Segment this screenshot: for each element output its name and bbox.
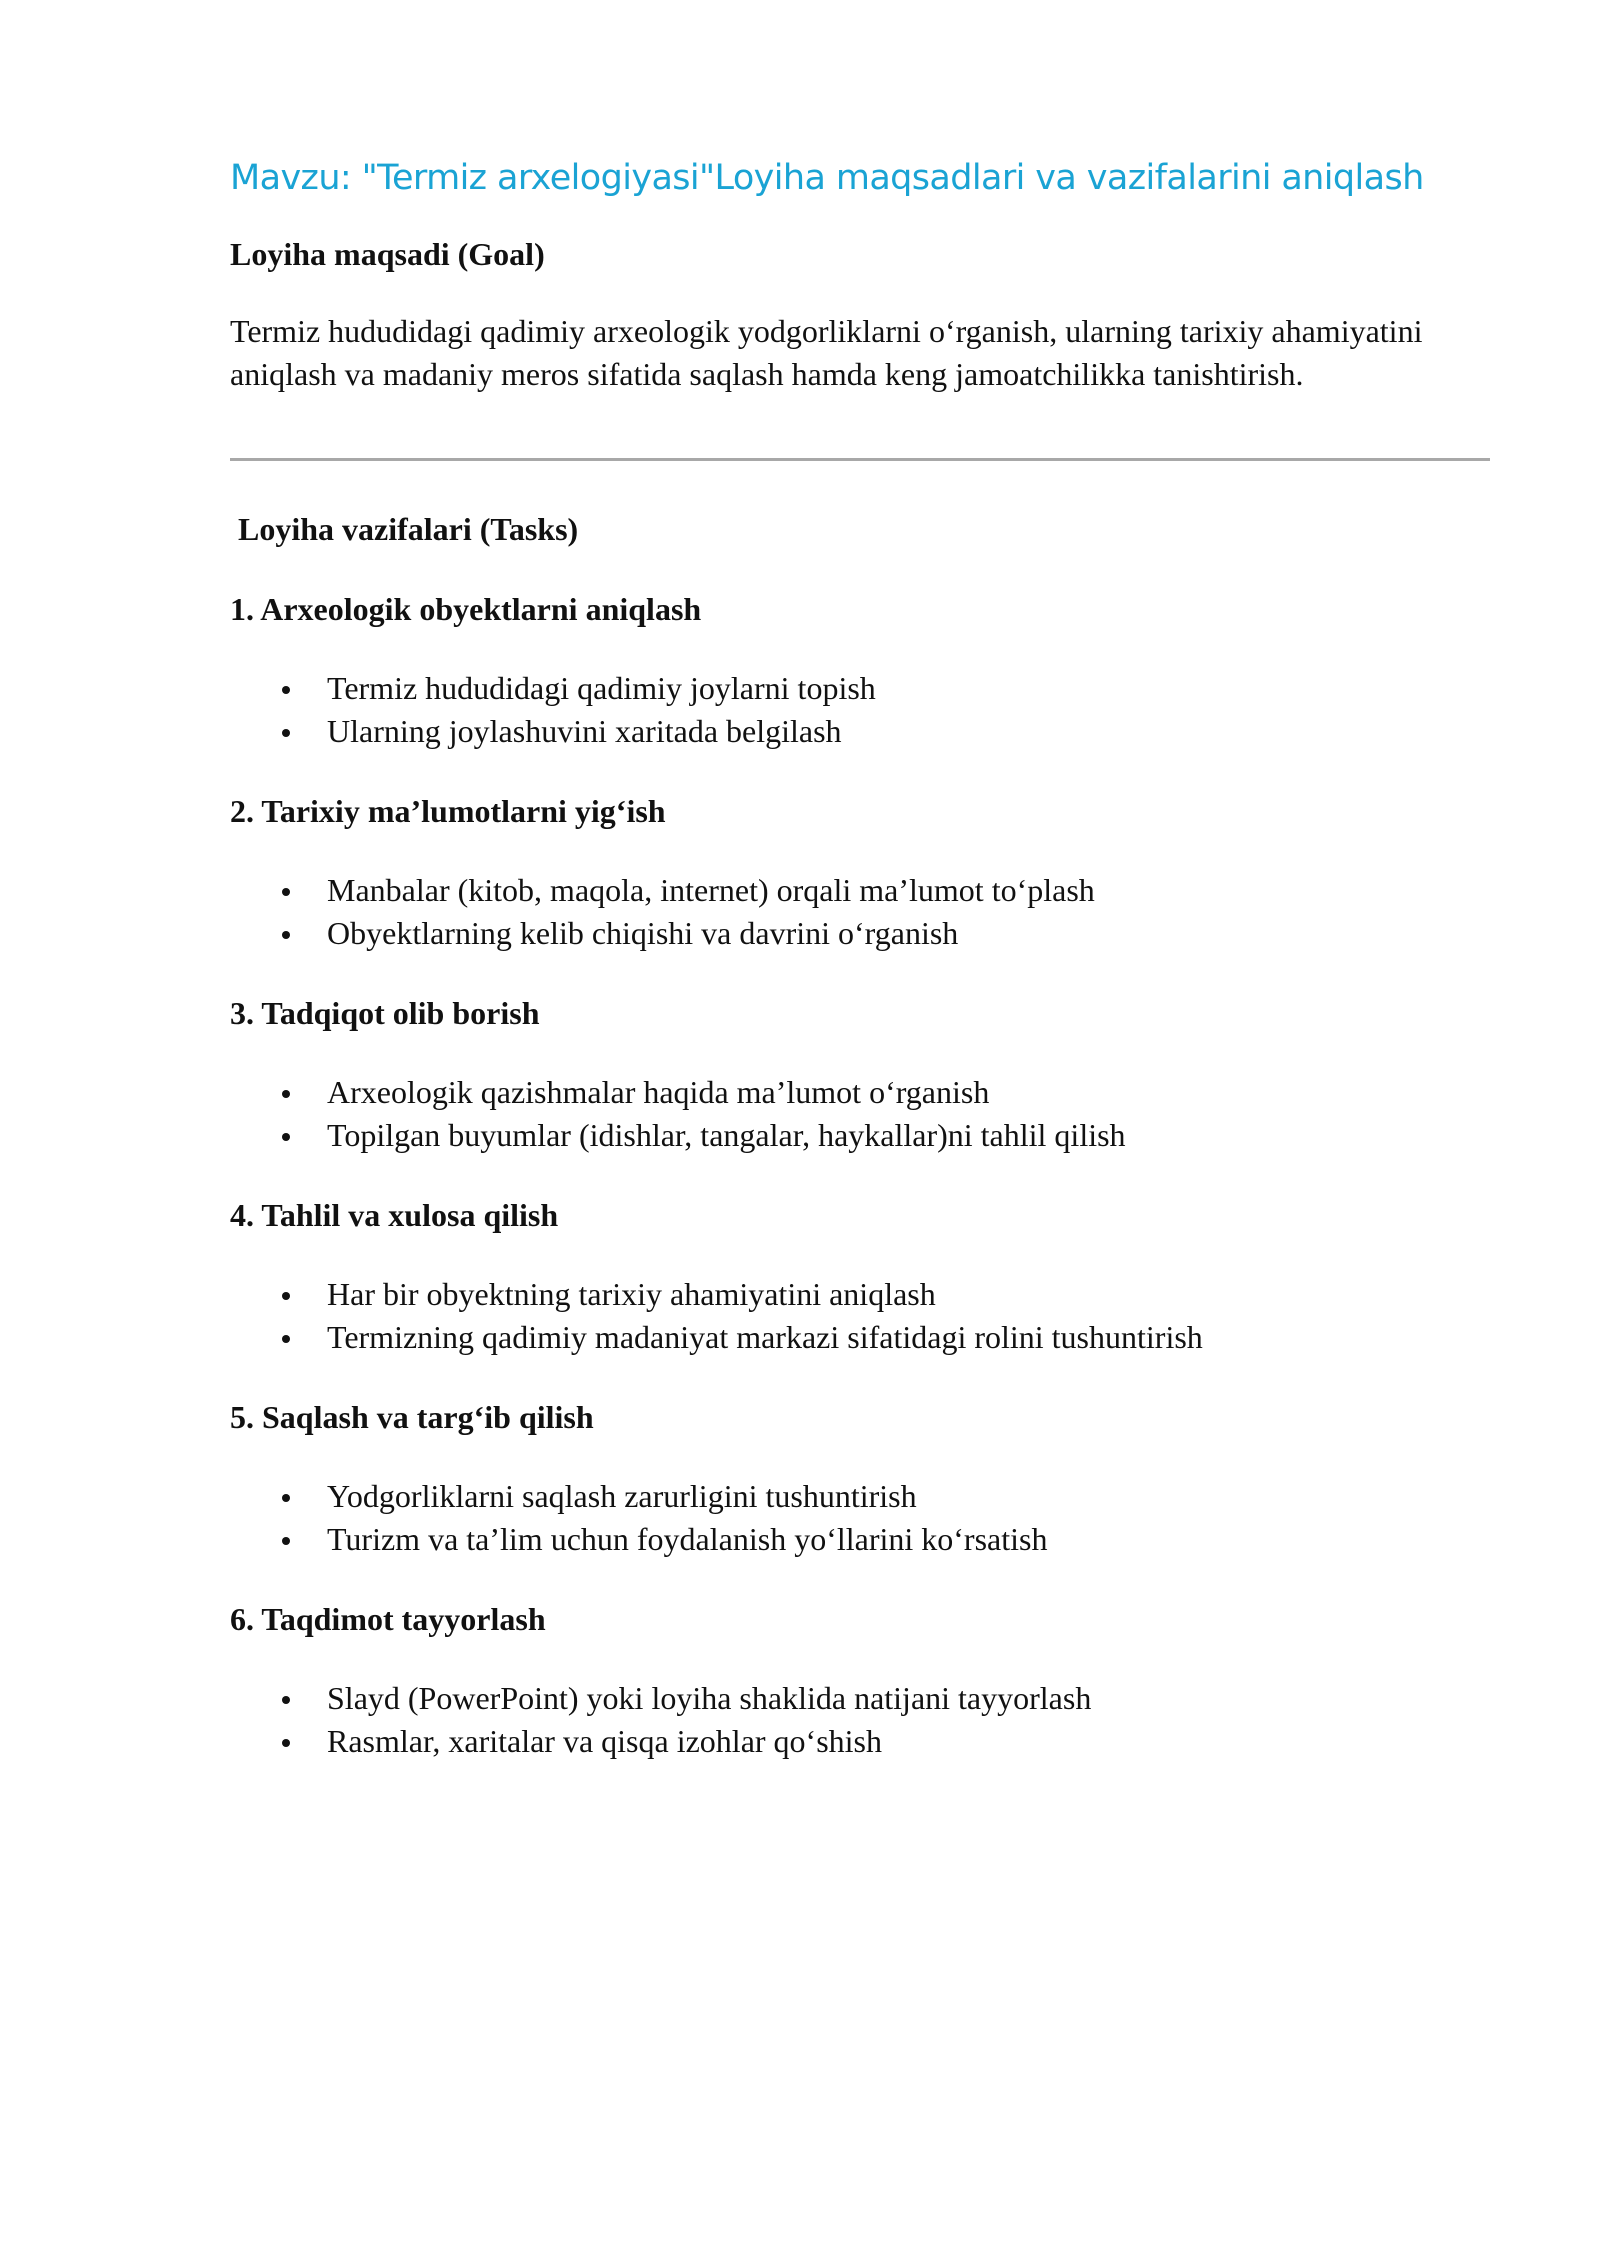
list-item [230, 1273, 1490, 1316]
list-item-text: Har bir obyektning tarixiy ahamiyatini aniqlash [327, 1276, 936, 1312]
list-item-text: Termiz hududidagi qadimiy joylarni topish [327, 670, 876, 706]
bullet-icon [282, 1335, 290, 1343]
list-item [230, 667, 1490, 710]
list-item [230, 1677, 1490, 1720]
list-item [230, 1071, 1490, 1114]
document-content [230, 150, 1490, 1763]
list-item-text: Yodgorliklarni saqlash zarurligini tushuntirish [327, 1478, 917, 1514]
bullet-icon [282, 1292, 290, 1300]
task-bullet-list [230, 667, 1490, 753]
list-item-text: Arxeologik qazishmalar haqida ma’lumot o‘rganish [327, 1074, 990, 1110]
task-bullet-list [230, 1677, 1490, 1763]
list-item [230, 1316, 1490, 1359]
list-item-text: Obyektlarning kelib chiqishi va davrini o‘rganish [327, 915, 959, 951]
bullet-icon [282, 729, 290, 737]
section-divider [230, 458, 1490, 461]
task-section-4 [230, 1193, 1490, 1359]
list-item [230, 869, 1490, 912]
list-item [230, 1720, 1490, 1763]
tasks-heading: Loyiha vazifalari (Tasks) [238, 511, 579, 547]
task-heading: 2. Tarixiy ma’lumotlarni yig‘ish [230, 793, 666, 829]
list-item-text: Topilgan buyumlar (idishlar, tangalar, haykallar)ni tahlil qilish [327, 1117, 1126, 1153]
goal-heading: Loyiha maqsadi (Goal) [230, 236, 545, 272]
task-section-5 [230, 1395, 1490, 1561]
task-bullet-list [230, 1071, 1490, 1157]
bullet-icon [282, 1133, 290, 1141]
task-heading: 6. Taqdimot tayyorlash [230, 1601, 546, 1637]
bullet-icon [282, 931, 290, 939]
task-section-1 [230, 587, 1490, 753]
task-bullet-list [230, 1475, 1490, 1561]
task-section-2 [230, 789, 1490, 955]
list-item [230, 710, 1490, 753]
task-bullet-list [230, 869, 1490, 955]
bullet-icon [282, 888, 290, 896]
task-heading: 4. Tahlil va xulosa qilish [230, 1197, 559, 1233]
list-item-text: Termizning qadimiy madaniyat markazi sifatidagi rolini tushuntirish [327, 1319, 1203, 1355]
bullet-icon [282, 1494, 290, 1502]
task-bullet-list [230, 1273, 1490, 1359]
bullet-icon [282, 1537, 290, 1545]
list-item [230, 1475, 1490, 1518]
list-item-text: Slayd (PowerPoint) yoki loyiha shaklida natijani tayyorlash [327, 1680, 1092, 1716]
list-item-text: Turizm va ta’lim uchun foydalanish yo‘llarini ko‘rsatish [327, 1521, 1048, 1557]
bullet-icon [282, 1090, 290, 1098]
list-item-text: Ularning joylashuvini xaritada belgilash [327, 713, 842, 749]
list-item [230, 912, 1490, 955]
document-title: Mavzu: "Termiz arxelogiyasi"Loyiha maqsadlari va vazifalarini aniqlash [230, 158, 1424, 198]
task-heading: 1. Arxeologik obyektlarni aniqlash [230, 591, 702, 627]
list-item-text: Manbalar (kitob, maqola, internet) orqali ma’lumot to‘plash [327, 872, 1095, 908]
bullet-icon [282, 1696, 290, 1704]
list-item-text: Rasmlar, xaritalar va qisqa izohlar qo‘shish [327, 1723, 882, 1759]
list-item [230, 1114, 1490, 1157]
bullet-icon [282, 686, 290, 694]
task-section-3 [230, 991, 1490, 1157]
goal-text: Termiz hududidagi qadimiy arxeologik yodgorliklarni o‘rganish, ularning tarixiy ahamiyatini aniqlash va madaniy meros sifatida saqlash hamda keng jamoatchilikka tanishtirish. [230, 313, 1423, 392]
bullet-icon [282, 1739, 290, 1747]
task-heading: 3. Tadqiqot olib borish [230, 995, 540, 1031]
task-heading: 5. Saqlash va targ‘ib qilish [230, 1399, 594, 1435]
task-section-6 [230, 1597, 1490, 1763]
list-item [230, 1518, 1490, 1561]
